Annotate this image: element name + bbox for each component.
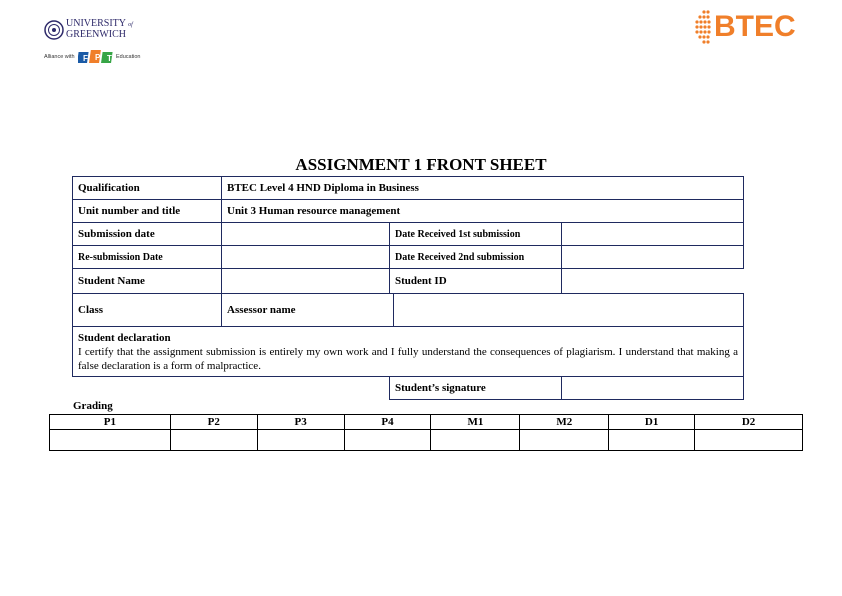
student-signature-field[interactable] (561, 376, 744, 400)
grade-header-p4: P4 (344, 415, 431, 430)
qualification-label: Qualification (72, 176, 222, 200)
grade-cell-p1[interactable] (50, 430, 171, 451)
university-crest-icon (44, 20, 64, 40)
declaration-text: I certify that the assignment submission is entirely my own work and I fully understand the consequences of plagiarism. I understand that making a false declaration is a form of malpractice. (78, 346, 738, 372)
assessor-name-field[interactable] (393, 293, 744, 327)
grade-header-p1: P1 (50, 415, 171, 430)
grade-cell-d2[interactable] (695, 430, 803, 451)
grading-header-row (50, 415, 803, 430)
alliance-fpt-logo (44, 48, 154, 66)
unit-value: Unit 3 Human resource management (221, 199, 744, 223)
btec-logo (694, 8, 802, 46)
btec-dots-icon (694, 8, 716, 46)
assessor-name-label: Assessor name (221, 293, 394, 327)
date-received-2-label: Date Received 2nd submission (389, 245, 562, 269)
grade-cell-d1[interactable] (609, 430, 695, 451)
grading-label: Grading (73, 400, 113, 412)
date-received-1-field[interactable] (561, 222, 744, 246)
date-received-2-field[interactable] (561, 245, 744, 269)
grade-cell-p2[interactable] (170, 430, 257, 451)
unit-label: Unit number and title (72, 199, 222, 223)
submission-date-label: Submission date (72, 222, 222, 246)
grade-header-m1: M1 (431, 415, 520, 430)
university-line2: GREENWICH (66, 29, 126, 40)
grading-value-row (50, 430, 803, 451)
btec-wordmark: BTEC (714, 10, 796, 43)
grade-cell-m1[interactable] (431, 430, 520, 451)
date-received-1-label: Date Received 1st submission (389, 222, 562, 246)
grade-header-m2: M2 (520, 415, 609, 430)
student-id-label: Student ID (389, 268, 562, 294)
university-of: of (128, 22, 133, 28)
university-line1: UNIVERSITY (66, 18, 126, 29)
alliance-text: Alliance with (44, 54, 75, 60)
resubmission-date-field[interactable] (221, 245, 390, 269)
student-declaration (72, 326, 744, 377)
grade-cell-p4[interactable] (344, 430, 431, 451)
education-text: Education (116, 54, 141, 60)
grade-cell-m2[interactable] (520, 430, 609, 451)
grade-header-p2: P2 (170, 415, 257, 430)
svg-text:F: F (83, 54, 88, 63)
svg-text:P: P (95, 53, 101, 62)
grade-header-d1: D1 (609, 415, 695, 430)
resubmission-date-label: Re-submission Date (72, 245, 222, 269)
grade-header-d2: D2 (695, 415, 803, 430)
fpt-logo-icon (78, 49, 114, 65)
qualification-value: BTEC Level 4 HND Diploma in Business (221, 176, 744, 200)
grade-cell-p3[interactable] (257, 430, 344, 451)
university-of-greenwich-logo (44, 18, 144, 44)
page-title: ASSIGNMENT 1 FRONT SHEET (295, 155, 547, 174)
class-label: Class (72, 293, 222, 327)
grading-table (49, 414, 803, 451)
declaration-title: Student declaration (78, 332, 171, 344)
submission-date-field[interactable] (221, 222, 390, 246)
grade-header-p3: P3 (257, 415, 344, 430)
student-name-field[interactable] (221, 268, 390, 294)
student-signature-label: Student’s signature (389, 376, 562, 400)
svg-text:T: T (107, 54, 112, 63)
student-name-label: Student Name (72, 268, 222, 294)
